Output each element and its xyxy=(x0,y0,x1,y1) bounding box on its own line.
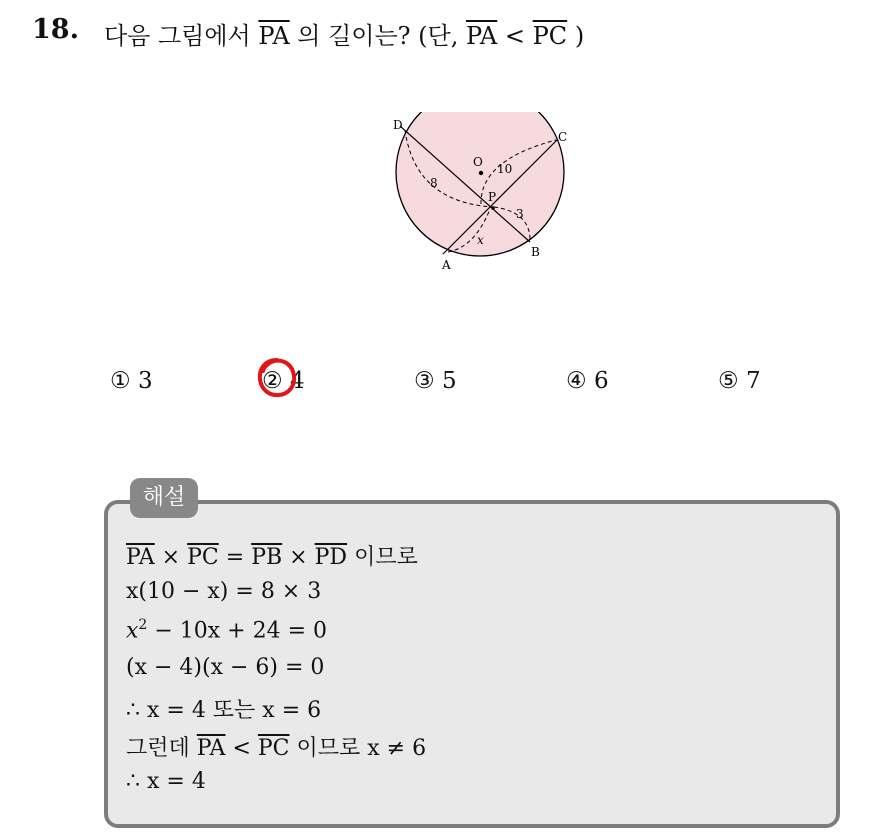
segment-pa-condition: $\overline{PA}$ xyxy=(465,22,498,50)
solution-line-3: $x^2 - 10x + 24 = 0$ xyxy=(126,617,328,644)
choice-4[interactable]: ④ 6 xyxy=(566,368,609,394)
question-text-pre: 다음 그림에서 xyxy=(104,22,251,50)
solution-line-1: $\overline{PA} \times \overline{PC} = \overline{PB} \times \overline{PD}$ 이므로 xyxy=(126,545,418,570)
question-text-end: ) xyxy=(574,22,585,50)
segment-pa: $\overline{PA}$ xyxy=(258,22,290,50)
answer-choices xyxy=(110,364,810,404)
choice-2[interactable]: ② 4 xyxy=(262,368,305,394)
choice-3[interactable]: ③ 5 xyxy=(414,368,457,394)
length-pd: 8 xyxy=(430,176,438,190)
intersection-point xyxy=(491,206,495,210)
length-pa: x xyxy=(477,233,484,247)
solution-line-6: 그런데 $\overline{PA} < \overline{PC}$ 이므로 x ≠ 6 xyxy=(126,736,427,761)
solution-line-2: x(10 − x) = 8 × 3 xyxy=(126,579,322,604)
solution-line-5: ∴ x = 4 또는 x = 6 xyxy=(126,698,322,723)
choice-1[interactable]: ① 3 xyxy=(110,368,153,394)
length-pb: 3 xyxy=(516,207,524,221)
solution-tag: 해설 xyxy=(130,478,198,518)
solution-line-4: (x − 4)(x − 6) = 0 xyxy=(126,655,325,680)
length-pc: 10 xyxy=(497,162,513,176)
answer-circle-mark xyxy=(254,354,300,400)
question-text-mid: 의 길이는? (단, xyxy=(297,22,459,50)
label-a: A xyxy=(442,258,451,272)
less-than-sign: < xyxy=(504,22,526,50)
segment-pc: $\overline{PC}$ xyxy=(532,22,568,50)
solution-line-7: ∴ x = 4 xyxy=(126,769,206,794)
label-c: C xyxy=(558,130,568,144)
label-d: D xyxy=(393,118,403,132)
question-text xyxy=(104,16,584,51)
label-o: O xyxy=(473,155,483,169)
circle-diagram xyxy=(380,112,590,282)
question-number: 18. xyxy=(32,14,79,45)
center-point xyxy=(479,171,483,175)
label-p: P xyxy=(488,190,497,204)
label-b: B xyxy=(531,245,540,259)
choice-5[interactable]: ⑤ 7 xyxy=(718,368,761,394)
